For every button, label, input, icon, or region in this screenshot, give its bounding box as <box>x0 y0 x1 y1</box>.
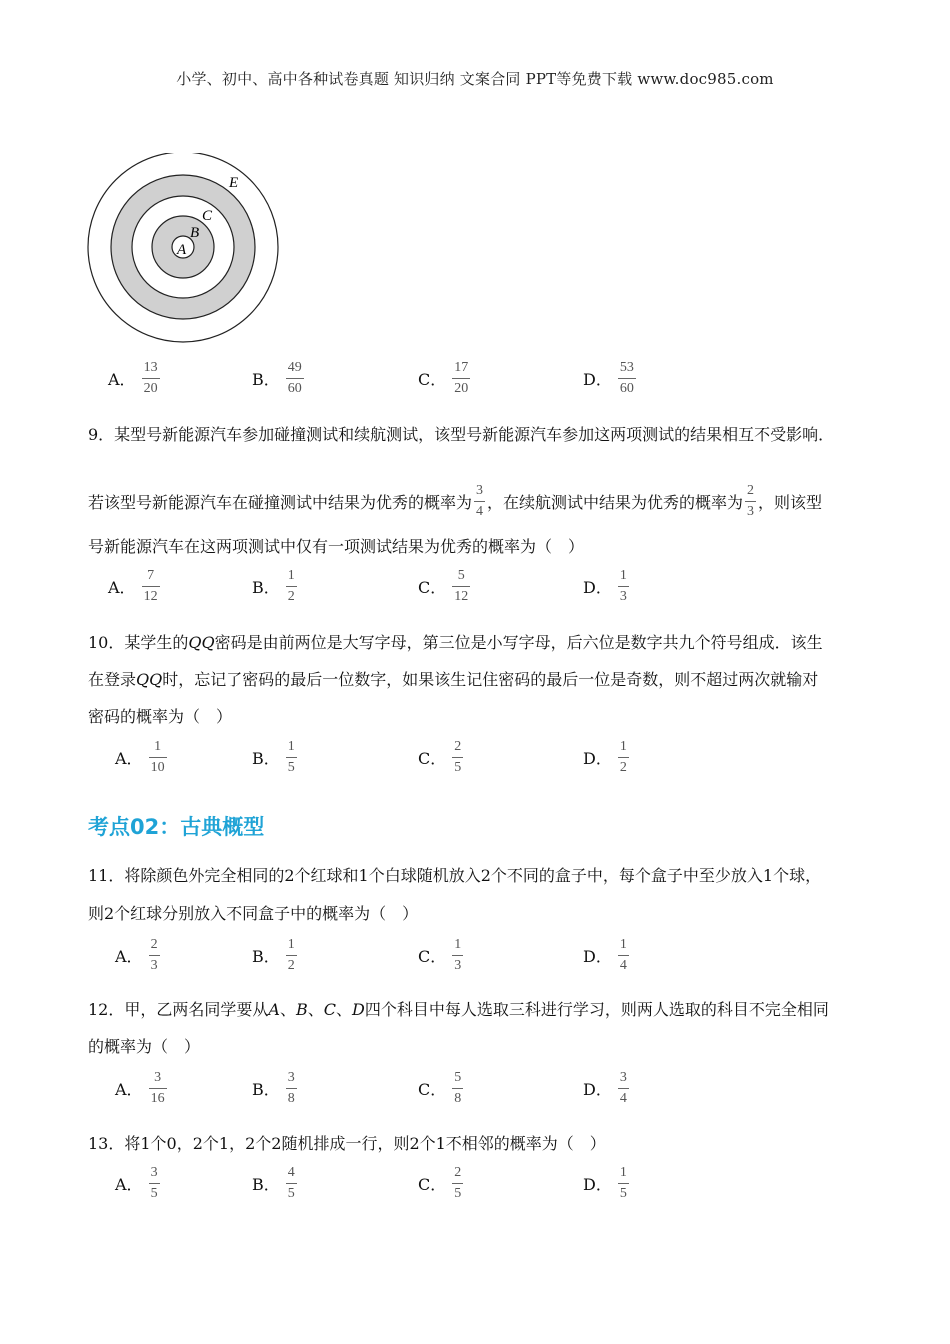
qq-term: QQ <box>136 670 163 689</box>
page-header: 小学、初中、高中各种试卷真题 知识归纳 文案合同 PPT等免费下载 www.doc985.com <box>176 70 774 88</box>
q11-option-b[interactable]: B． $\frac{1}{2}$ <box>252 937 295 973</box>
q13-option-a[interactable]: A． $\frac{3}{5}$ <box>115 1165 158 1201</box>
q9-option-d[interactable]: D． $\frac{1}{3}$ <box>583 568 627 604</box>
section-title: 考点02：古典概型 <box>88 815 265 839</box>
diagram-label-c: C <box>202 208 213 224</box>
q8-option-b[interactable]: B． $\frac{49}{60}$ <box>252 360 302 396</box>
q11-option-a[interactable]: A． $\frac{2}{3}$ <box>115 937 158 973</box>
q9-options <box>0 569 950 619</box>
qq-term: QQ <box>188 633 215 652</box>
q9-option-a[interactable]: A． $\frac{7}{12}$ <box>108 568 158 604</box>
q12-line1: 12．甲，乙两名同学要从A、B、C、D四个科目中每人选取三科进行学习，则两人选取的科目不完全相同 <box>88 1000 829 1019</box>
q13-option-b[interactable]: B． $\frac{4}{5}$ <box>252 1165 295 1201</box>
q10-options <box>0 740 950 790</box>
q8-option-a[interactable]: A． $\frac{13}{20}$ <box>108 360 158 396</box>
q12-option-b[interactable]: B． $\frac{3}{8}$ <box>252 1070 295 1106</box>
q11-line1: 11．将除颜色外完全相同的2个红球和1个白球随机放入2个不同的盒子中，每个盒子中至少放入1个球， <box>88 866 822 885</box>
diagram-label-e: E <box>229 175 239 191</box>
q10-line1: 10．某学生的QQ密码是由前两位是大写字母，第三位是小写字母，后六位是数字共九个符号组成．该生 <box>88 633 823 652</box>
q11-option-c[interactable]: C． $\frac{1}{3}$ <box>418 937 462 973</box>
q10-option-c[interactable]: C． $\frac{2}{5}$ <box>418 739 462 775</box>
q13-options <box>0 1166 950 1216</box>
q11-option-d[interactable]: D． $\frac{1}{4}$ <box>583 937 627 973</box>
q10-line2: 在登录QQ时，忘记了密码的最后一位数字，如果该生记住密码的最后一位是奇数，则不超过两次就输对 <box>88 670 819 689</box>
diagram-label-a: A <box>177 242 187 258</box>
q13-option-d[interactable]: D． $\frac{1}{5}$ <box>583 1165 627 1201</box>
q11-line2: 则2个红球分别放入不同盒子中的概率为（ ） <box>88 904 419 923</box>
q13-option-c[interactable]: C． $\frac{2}{5}$ <box>418 1165 462 1201</box>
q8-option-d[interactable]: D． $\frac{53}{60}$ <box>583 360 634 396</box>
q12-option-a[interactable]: A． $\frac{3}{16}$ <box>115 1070 165 1106</box>
q11-options <box>0 938 950 988</box>
q12-option-d[interactable]: D． $\frac{3}{4}$ <box>583 1070 627 1106</box>
q10-line3: 密码的概率为（ ） <box>88 707 233 726</box>
q9-line2: 若该型号新能源汽车在碰撞测试中结果为优秀的概率为 $\frac{3}{4}$ ，在续航测试中结果为优秀的概率为 $\frac{2}{3}$ ，则该型 <box>88 483 823 519</box>
q10-option-a[interactable]: A． $\frac{1}{10}$ <box>115 739 165 775</box>
q12-options <box>0 1071 950 1121</box>
q9-option-b[interactable]: B． $\frac{1}{2}$ <box>252 568 295 604</box>
diagram-label-b: B <box>190 225 200 241</box>
q9-line3: 号新能源汽车在这两项测试中仅有一项测试结果为优秀的概率为（ ） <box>88 537 585 556</box>
q10-option-d[interactable]: D． $\frac{1}{2}$ <box>583 739 627 775</box>
q9-option-c[interactable]: C． $\frac{5}{12}$ <box>418 568 469 604</box>
target-diagram <box>86 153 280 347</box>
q10-option-b[interactable]: B． $\frac{1}{5}$ <box>252 739 295 775</box>
q8-options <box>0 361 950 411</box>
q12-line2: 的概率为（ ） <box>88 1037 201 1056</box>
q9-line1: 9．某型号新能源汽车参加碰撞测试和续航测试，该型号新能源汽车参加这两项测试的结果相互不受影响． <box>88 425 835 444</box>
q12-option-c[interactable]: C． $\frac{5}{8}$ <box>418 1070 462 1106</box>
q8-option-c[interactable]: C． $\frac{17}{20}$ <box>418 360 469 396</box>
q13-line1: 13．将1个0，2个1，2个2随机排成一行，则2个1不相邻的概率为（ ） <box>88 1134 606 1153</box>
